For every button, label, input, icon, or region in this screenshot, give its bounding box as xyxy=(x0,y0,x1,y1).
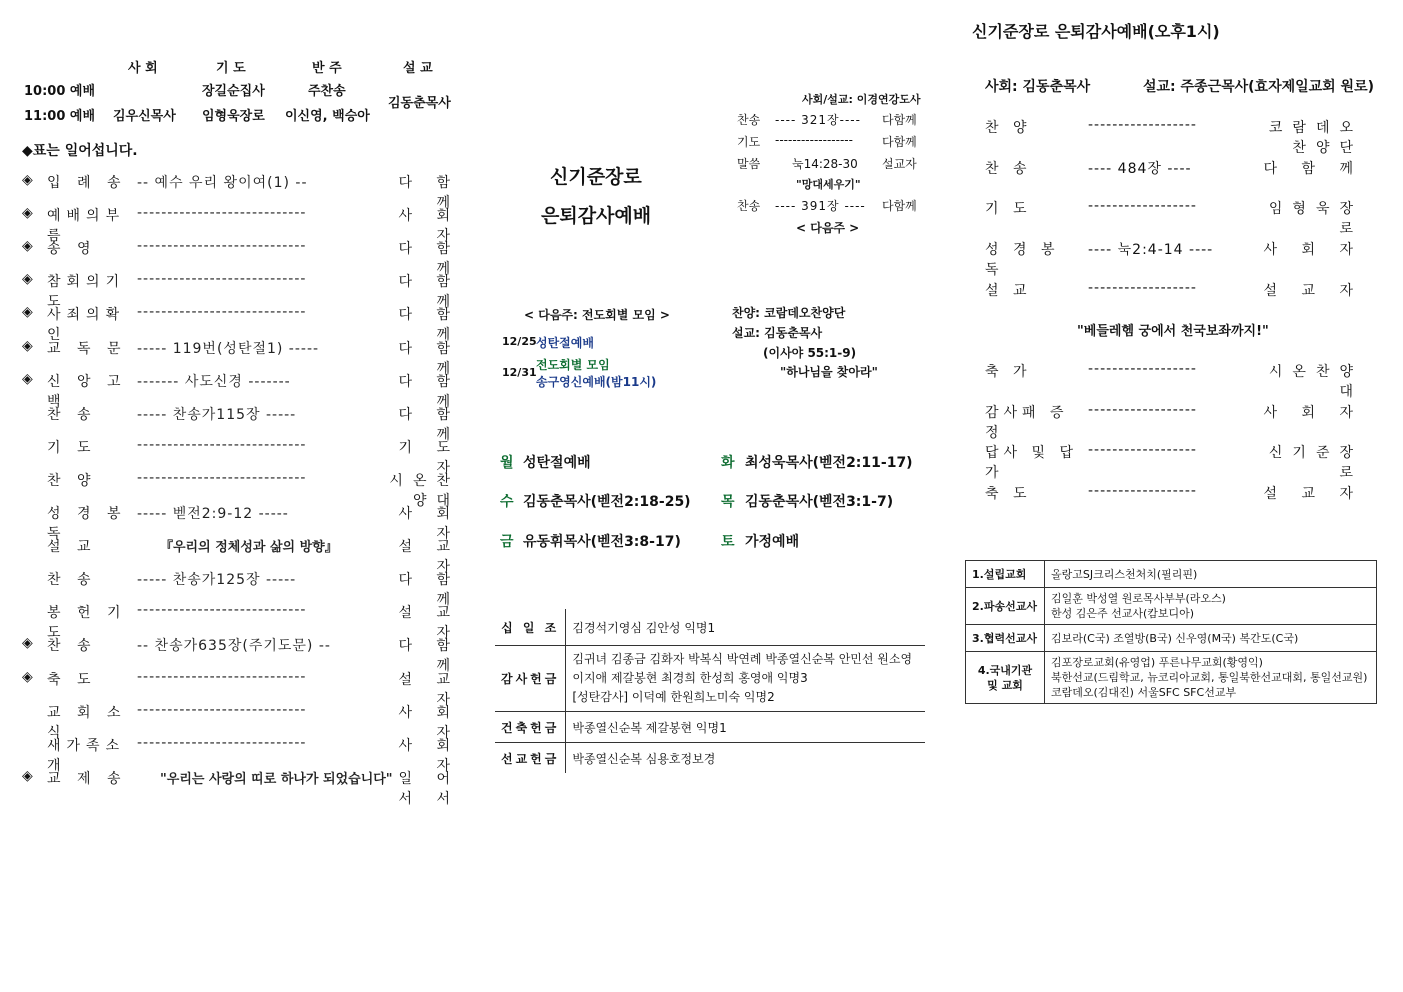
header-accomp: 반 주 xyxy=(312,61,342,76)
retirement-item-who: 설 교 자 xyxy=(1263,486,1363,503)
right-preacher: 설교: 주종근목사(효자제일교회 원로) xyxy=(1143,79,1375,95)
order-item-detail: "우리는 사랑의 띠로 하나가 되었습니다" xyxy=(160,771,393,787)
offering-names xyxy=(566,609,925,646)
retirement-row xyxy=(985,361,1365,400)
retirement-item-name: 찬 송 xyxy=(985,160,1032,177)
offering-line: 이지애 제갈봉현 최경희 한성희 홍영애 익명3 xyxy=(572,671,808,685)
service-10-time: 10:00 예배 xyxy=(24,84,96,99)
mission-line: 김일훈 박성열 원로목사부부(라오스) xyxy=(1051,592,1226,605)
offering-key: 선교헌금 xyxy=(495,743,566,774)
mission-key: 3.협력선교사 xyxy=(966,625,1045,652)
order-item-who: 다 함 께 xyxy=(398,638,460,675)
day-mon-text: 성탄절예배 xyxy=(523,455,591,471)
table-row xyxy=(966,652,1377,704)
mission-line: 김보라(C국) 조열방(B국) 신우영(M국) 복간도(C국) xyxy=(1051,632,1299,645)
service-11-prayer: 임형욱장로 xyxy=(202,109,265,124)
order-item-name: 성 경 봉 독 xyxy=(47,506,127,542)
order-item-detail: ---------------------------- xyxy=(137,734,307,751)
retirement-item-detail: ---- 484장 ---- xyxy=(1088,160,1192,177)
order-item-detail: ---------------------------- xyxy=(137,304,307,321)
order-row xyxy=(22,337,462,377)
stand-marker: ◈ xyxy=(22,370,33,387)
order-row xyxy=(22,569,462,609)
stand-marker: ◈ xyxy=(22,668,33,685)
order-item-detail: -- 찬송가635장(주기도문) -- xyxy=(137,638,331,655)
stand-marker: ◈ xyxy=(22,635,33,652)
retirement-row xyxy=(985,117,1365,156)
right-sermon-title: "베들레헴 궁에서 천국보좌까지!" xyxy=(1077,324,1269,339)
offering-names xyxy=(566,743,925,774)
evening-leader: 사회/설교: 이경연강도사 xyxy=(802,93,921,106)
order-item-who: 사 회 자 xyxy=(398,208,460,245)
order-item-name: 신 앙 고 백 xyxy=(47,373,127,410)
service-11-leader: 김우신목사 xyxy=(113,109,176,124)
day-sat-text: 가정예배 xyxy=(745,534,800,550)
retirement-item-who: 사 회 자 xyxy=(1263,242,1363,259)
order-row xyxy=(22,734,462,774)
order-item-name: 기 도 xyxy=(47,439,97,456)
retirement-item-name: 기 도 xyxy=(985,201,1032,218)
order-item-name: 입 례 송 xyxy=(47,175,127,191)
evening-hymn-label: 찬송 xyxy=(737,113,761,127)
retirement-item-who: 코람데오찬양단 xyxy=(1268,120,1363,156)
order-item-name: 교 제 송 xyxy=(47,770,127,787)
stand-marker: ◈ xyxy=(22,172,33,188)
offering-line: 박종열신순복 심용호정보경 xyxy=(572,751,716,766)
order-item-name: 설 교 xyxy=(47,539,97,556)
retirement-row xyxy=(985,198,1365,238)
order-item-name: 봉 헌 기 도 xyxy=(47,605,127,642)
retirement-row xyxy=(985,483,1365,505)
right-leader: 사회: 김동춘목사 xyxy=(985,79,1091,95)
mission-line: 북한선교(드림학교, 뉴코리아교회, 통일북한선교대회, 통일선교원) xyxy=(1051,671,1368,684)
next-preacher: 설교: 김동춘목사 xyxy=(732,326,823,340)
order-item-detail: 『우리의 정체성과 삶의 방향』 xyxy=(160,540,338,556)
order-item-name: 찬 송 xyxy=(47,406,97,423)
order-item-who: 다 함 께 xyxy=(398,307,460,344)
evening-hymn2-who: 다함께 xyxy=(882,199,917,213)
mission-names xyxy=(1045,561,1377,588)
retirement-item-detail: ------------------ xyxy=(1088,401,1197,418)
header-leader: 사 회 xyxy=(128,61,158,76)
order-row xyxy=(22,635,462,675)
retirement-item-who: 임형욱장로 xyxy=(1268,201,1363,238)
order-item-who: 사 회 자 xyxy=(398,737,460,774)
evening-word-label: 말씀 xyxy=(737,157,761,171)
retirement-row xyxy=(985,158,1365,180)
retirement-item-name: 축 도 xyxy=(985,486,1032,503)
order-row xyxy=(22,238,462,278)
order-item-name: 교 회 소 식 xyxy=(47,704,127,741)
next-date-1: 12/25 xyxy=(502,335,537,348)
order-row xyxy=(22,271,462,311)
order-row xyxy=(22,602,462,642)
evening-prayer-who: 다함께 xyxy=(882,135,917,149)
day-wed-text: 김동춘목사(벧전2:18-25) xyxy=(523,494,691,510)
service-10-prayer: 장길순집사 xyxy=(202,84,265,99)
day-thu-text: 김동춘목사(벧전3:1-7) xyxy=(745,494,894,510)
next-week-title: < 다음주: 전도회별 모임 > xyxy=(524,308,670,322)
evening-prayer-label: 기도 xyxy=(737,135,761,149)
next-event-2: 전도회별 모임 xyxy=(536,358,610,372)
day-fri-text: 유동휘목사(벧전3:8-17) xyxy=(523,534,681,550)
retirement-item-detail: ---- 눅2:4-14 ---- xyxy=(1088,242,1214,259)
next-praise: 찬양: 코람데오찬양단 xyxy=(732,306,846,320)
offering-line: 박종열신순복 제갈봉현 익명1 xyxy=(572,720,727,735)
preacher-name: 김동춘목사 xyxy=(388,96,451,111)
next-sermon: "하나님을 찾아라" xyxy=(780,365,878,379)
order-item-name: 축 도 xyxy=(47,671,97,688)
service-10-accomp: 주찬송 xyxy=(308,84,346,99)
retirement-item-name: 찬 양 xyxy=(985,120,1032,136)
order-item-name: 찬 송 xyxy=(47,638,97,655)
evening-scripture: 눅14:28-30 xyxy=(792,157,858,171)
stand-marker: ◈ xyxy=(22,337,33,354)
next-scripture: (이사야 55:1-9) xyxy=(763,346,857,360)
stand-marker: ◈ xyxy=(22,238,33,255)
header-prayer: 기 도 xyxy=(216,61,246,76)
order-item-detail: ---------------------------- xyxy=(137,602,307,619)
mission-names xyxy=(1045,652,1377,704)
order-item-detail: ---------------------------- xyxy=(137,238,307,255)
evening-hymn2-label: 찬송 xyxy=(737,199,761,213)
stand-marker: ◈ xyxy=(22,767,33,784)
retirement-item-who: 다 함 께 xyxy=(1263,160,1363,177)
order-item-who: 설 교 자 xyxy=(398,671,460,708)
evening-prayer-line: ------------------ xyxy=(775,133,853,147)
offering-line: 김경석기영심 김안성 익명1 xyxy=(572,620,716,635)
day-mon: 월 xyxy=(500,455,514,471)
order-item-who: 사 회 자 xyxy=(398,506,460,542)
order-item-detail: ---------------------------- xyxy=(137,469,307,486)
mission-key: 1.설립교회 xyxy=(966,561,1045,588)
order-item-who: 설 교 자 xyxy=(398,605,460,642)
retirement-item-detail: ------------------ xyxy=(1088,483,1197,500)
order-item-who: 다 함 께 xyxy=(398,572,460,609)
next-event-3: 송구영신예배(밤11시) xyxy=(536,375,657,389)
day-tue-text: 최성욱목사(벧전2:11-17) xyxy=(745,455,913,471)
order-item-who: 설 교 자 xyxy=(398,539,460,576)
mission-line: 한성 김은주 선교사(캄보디아) xyxy=(1051,607,1195,620)
day-sat: 토 xyxy=(721,534,735,550)
retirement-row xyxy=(985,280,1365,302)
table-row xyxy=(966,588,1377,625)
order-item-detail: ---------------------------- xyxy=(137,436,307,453)
order-item-who: 다 함 께 xyxy=(398,373,460,410)
evening-hymn-who: 다함께 xyxy=(882,113,917,127)
mission-key: 2.파송선교사 xyxy=(966,588,1045,625)
order-item-name: 찬 송 xyxy=(47,572,97,589)
right-title: 신기준장로 은퇴감사예배(오후1시) xyxy=(972,22,1220,41)
order-item-name: 참회의기도 xyxy=(47,274,126,311)
order-item-detail: ---------------------------- xyxy=(137,271,307,288)
order-row xyxy=(22,404,462,443)
order-row xyxy=(22,205,462,245)
retirement-item-name: 축 가 xyxy=(985,364,1032,380)
offering-line: 김귀녀 김종금 김화자 박복식 박연례 박종열신순복 안민선 원소영 xyxy=(572,652,913,666)
order-item-detail: ------- 사도신경 ------- xyxy=(137,373,291,390)
order-row xyxy=(22,436,462,476)
retirement-item-detail: ------------------ xyxy=(1088,361,1197,377)
evening-word-who: 설교자 xyxy=(882,157,917,171)
table-row xyxy=(495,609,925,646)
retirement-item-name: 답사 및 답가 xyxy=(985,445,1078,482)
order-row xyxy=(22,536,462,576)
offering-names xyxy=(566,712,925,743)
stand-marker: ◈ xyxy=(22,271,33,288)
order-row xyxy=(22,767,462,807)
table-row xyxy=(966,561,1377,588)
next-event-1: 성탄절예배 xyxy=(536,336,594,350)
order-item-who: 다 함 께 xyxy=(398,406,460,443)
order-item-who: 다 함 께 xyxy=(398,274,460,311)
order-item-who: 다 함 께 xyxy=(398,340,460,377)
order-item-detail: ---------------------------- xyxy=(137,205,307,222)
standing-note: ◆표는 일어섭니다. xyxy=(22,143,138,159)
offering-key: 건축헌금 xyxy=(495,712,566,743)
evening-next-week: < 다음주 > xyxy=(796,221,860,235)
order-row xyxy=(22,370,462,410)
order-item-detail: ---------------------------- xyxy=(137,701,307,718)
service-11-time: 11:00 예배 xyxy=(24,109,96,124)
retirement-item-detail: ------------------ xyxy=(1088,198,1197,215)
order-item-who: 사 회 자 xyxy=(398,704,460,741)
retirement-item-name: 감사패 증정 xyxy=(985,404,1069,441)
retirement-row xyxy=(985,239,1365,279)
stand-marker: ◈ xyxy=(22,304,33,321)
order-item-name: 예배의부름 xyxy=(47,208,126,245)
order-item-who: 기 도 자 xyxy=(398,439,460,476)
evening-sermon-title: "망대세우기" xyxy=(796,178,861,191)
order-item-detail: ----- 벧전2:9-12 ----- xyxy=(137,506,289,522)
retirement-item-detail: ------------------ xyxy=(1088,442,1197,459)
retirement-item-name: 성 경 봉 독 xyxy=(985,242,1060,279)
retirement-item-who: 시온찬양대 xyxy=(1268,364,1363,400)
mission-names xyxy=(1045,625,1377,652)
mission-line: 코람데오(김대진) 서울SFC SFC선교부 xyxy=(1051,686,1237,699)
order-item-who: 다 함 께 xyxy=(398,175,460,211)
order-item-detail: ----- 찬송가115장 ----- xyxy=(137,406,297,423)
table-row xyxy=(495,743,925,774)
order-row xyxy=(22,469,462,509)
evening-hymn2-number: ---- 391장 ---- xyxy=(775,199,866,213)
mission-key: 4.국내기관 및 교회 xyxy=(966,652,1045,704)
service-11-accomp: 이신영, 백승아 xyxy=(285,109,370,124)
evening-hymn-number: ---- 321장---- xyxy=(775,113,861,127)
order-row xyxy=(22,701,462,741)
retirement-item-who: 사 회 자 xyxy=(1263,404,1363,421)
retirement-row xyxy=(985,401,1365,441)
offering-names xyxy=(566,646,925,712)
table-row xyxy=(495,712,925,743)
offerings-table xyxy=(495,609,925,773)
retirement-title-2: 은퇴감사예배 xyxy=(541,205,652,227)
offering-key: 감사헌금 xyxy=(495,646,566,712)
order-item-who: 다 함 께 xyxy=(398,241,460,278)
order-item-detail: ---------------------------- xyxy=(137,668,307,685)
retirement-item-detail: ------------------ xyxy=(1088,117,1197,133)
mission-line: 김포장로교회(유영업) 푸른나무교회(황영익) xyxy=(1051,656,1263,669)
retirement-row xyxy=(985,442,1365,482)
order-item-who: 시온찬양대 xyxy=(389,472,460,509)
next-date-2: 12/31 xyxy=(502,366,537,379)
stand-marker: ◈ xyxy=(22,205,33,222)
mission-line: 올랑고SJ크리스천처치(필리핀) xyxy=(1051,568,1198,581)
order-row xyxy=(22,503,462,542)
offering-key: 십 일 조 xyxy=(495,609,566,646)
order-item-name: 송 영 xyxy=(47,241,97,258)
day-tue: 화 xyxy=(721,455,735,471)
day-wed: 수 xyxy=(500,494,514,510)
day-fri: 금 xyxy=(500,534,514,550)
retirement-item-who: 설 교 자 xyxy=(1263,282,1363,299)
retirement-item-name: 설 교 xyxy=(985,282,1032,299)
order-row xyxy=(22,668,462,708)
order-item-name: 사죄의확인 xyxy=(47,307,126,344)
order-item-name: 새가족소개 xyxy=(47,737,126,774)
order-item-detail: -- 예수 우리 왕이여(1) -- xyxy=(137,175,308,191)
order-item-name: 교 독 문 xyxy=(47,340,127,357)
offering-line: [성탄감사] 이덕예 한원희노미숙 익명2 xyxy=(572,690,775,704)
order-row xyxy=(22,172,462,211)
table-row xyxy=(495,646,925,712)
table-row xyxy=(966,625,1377,652)
missions-table xyxy=(965,560,1377,704)
retirement-title-1: 신기준장로 xyxy=(550,166,642,188)
order-item-detail: ----- 119번(성탄절1) ----- xyxy=(137,340,320,357)
order-item-name: 찬 양 xyxy=(47,472,97,489)
order-item-detail: ----- 찬송가125장 ----- xyxy=(137,572,297,589)
retirement-item-who: 신기준장로 xyxy=(1268,445,1363,482)
day-thu: 목 xyxy=(721,494,735,510)
retirement-item-detail: ------------------ xyxy=(1088,279,1197,296)
order-item-who: 일 어 서 서 xyxy=(398,770,460,807)
order-row xyxy=(22,304,462,344)
header-sermon: 설 교 xyxy=(403,61,433,76)
mission-names xyxy=(1045,588,1377,625)
